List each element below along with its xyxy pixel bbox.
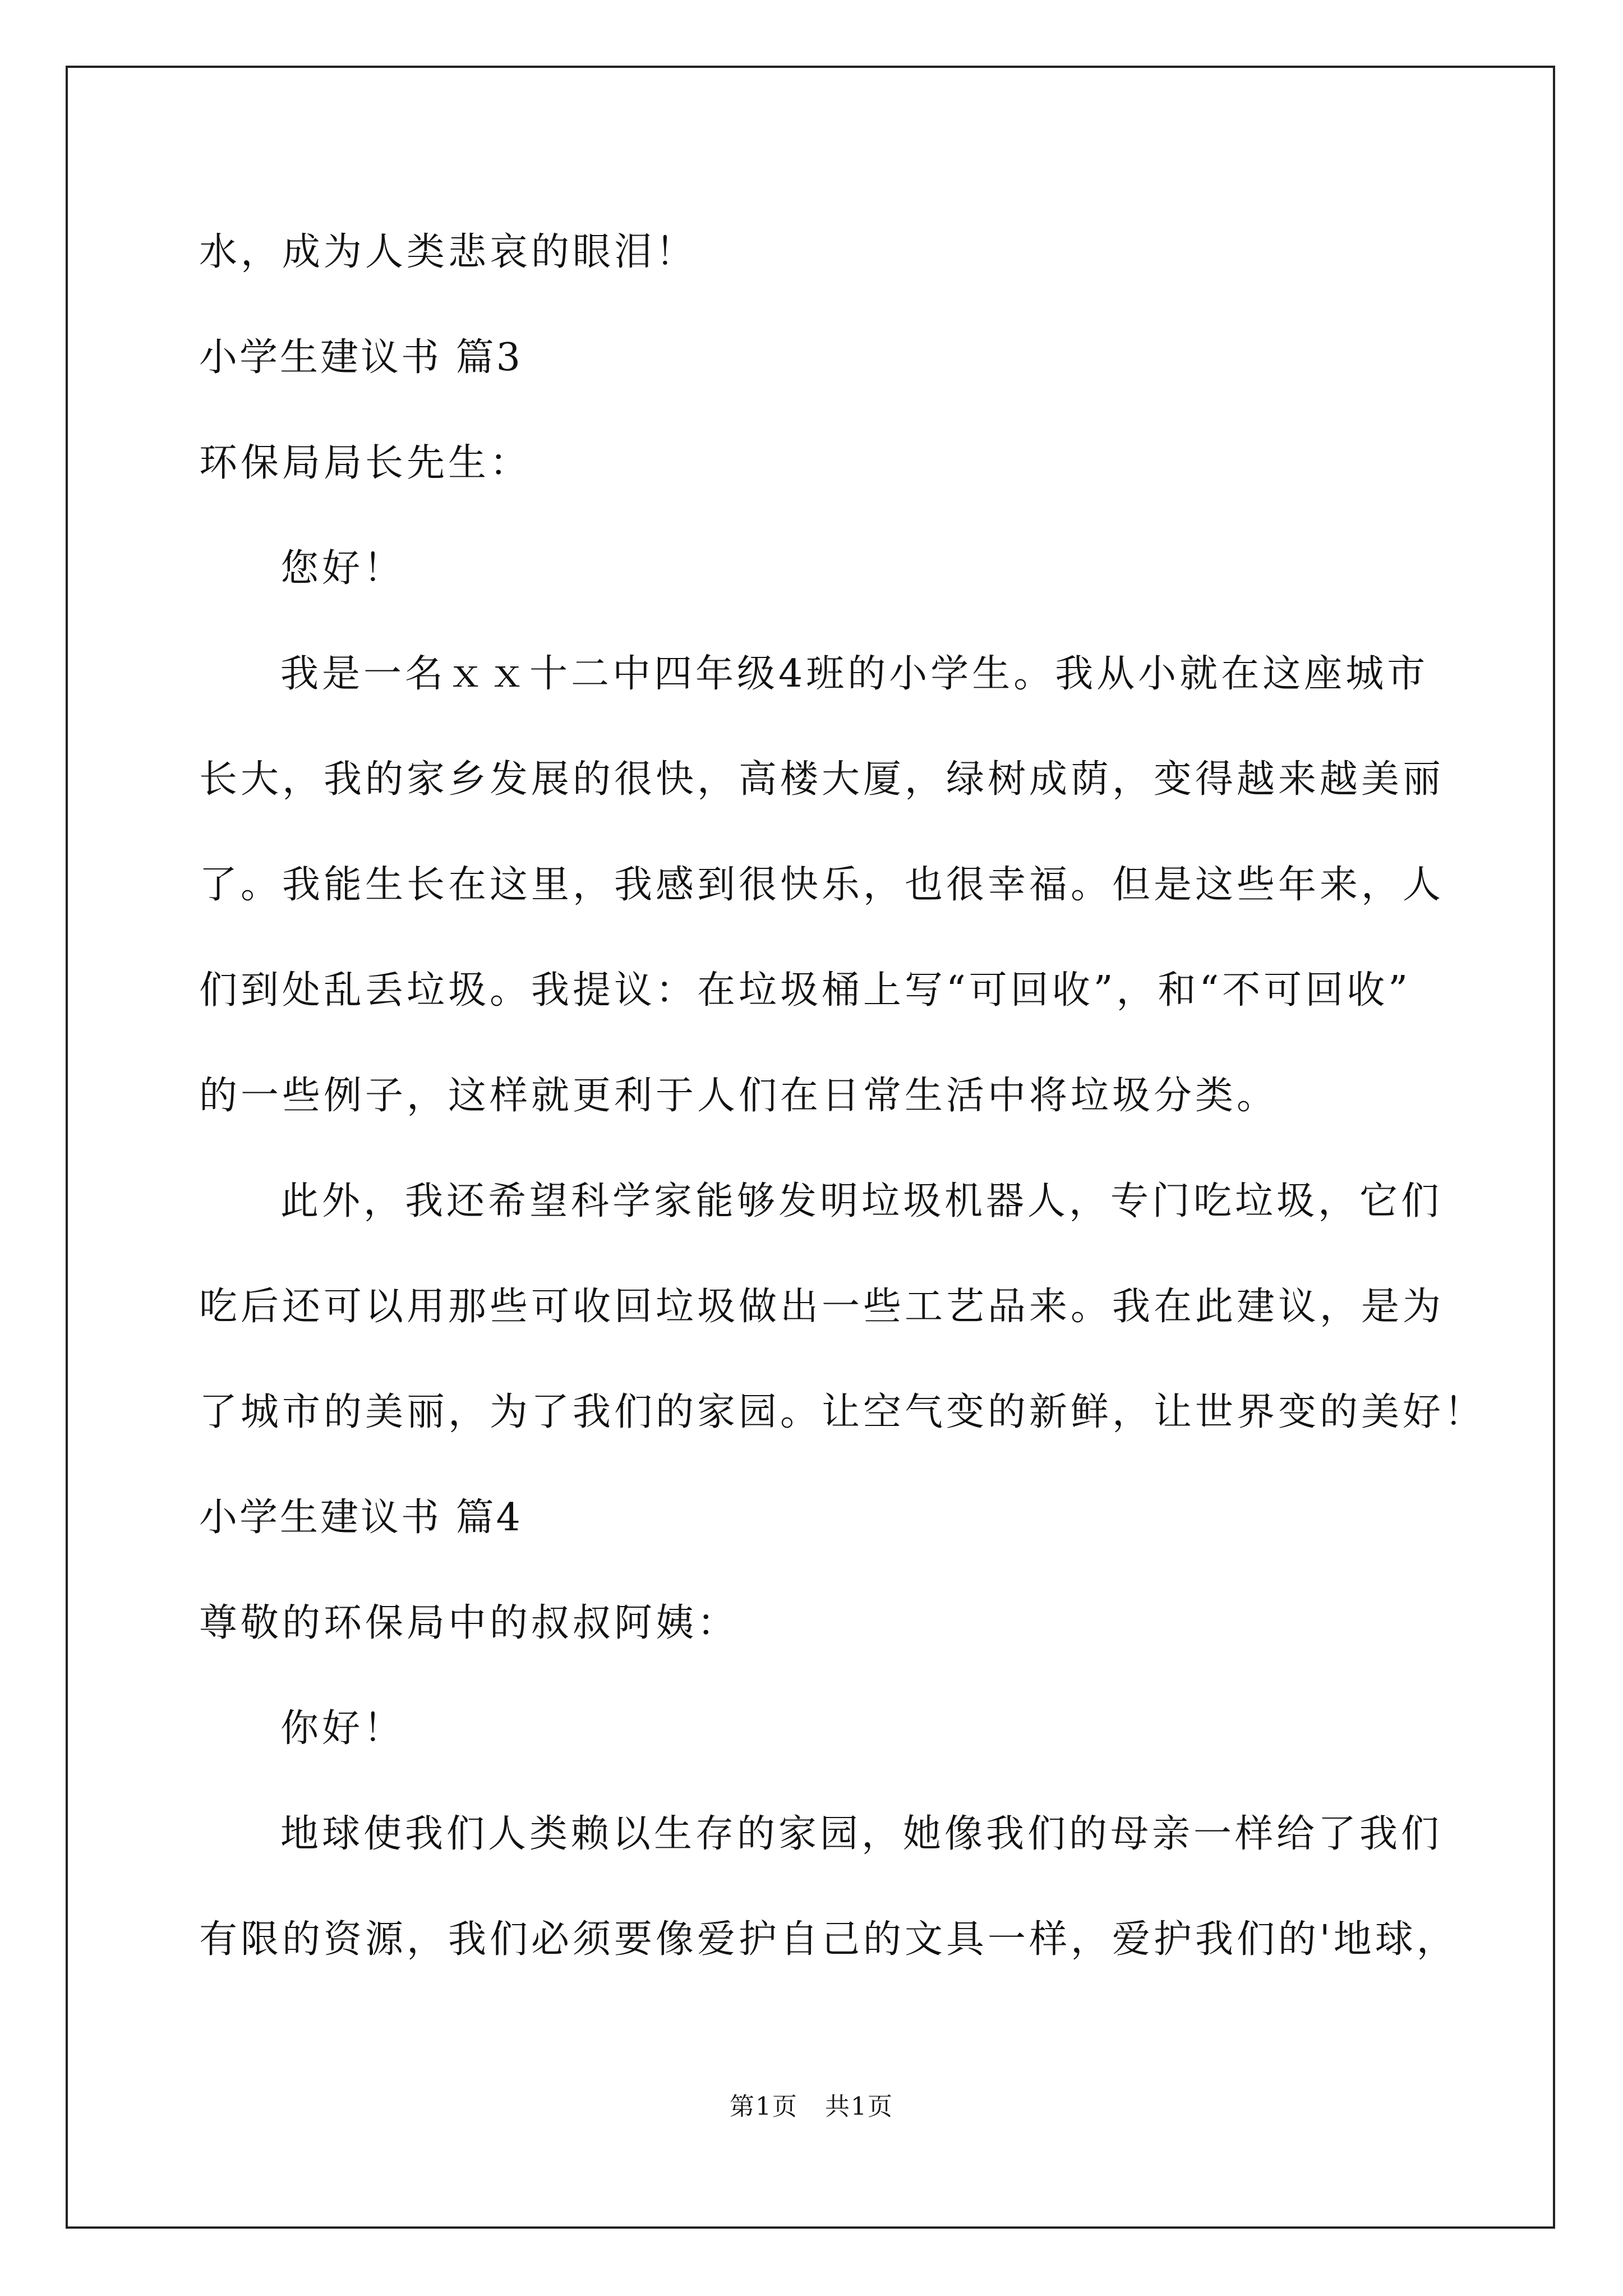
body-text-line: 此外，我还希望科学家能够发明垃圾机器人，专门吃垃圾，它们 [280, 1179, 1443, 1223]
body-text-line: 了城市的美丽，为了我们的家园。让空气变的新鲜，让世界变的美好！ [199, 1390, 1486, 1434]
body-text-line: 的一些例子，这样就更利于人们在日常生活中将垃圾分类。 [199, 1074, 1279, 1118]
salutation: 环保局局长先生： [199, 441, 532, 485]
greeting: 您好！ [280, 546, 405, 591]
body-text-line: 水，成为人类悲哀的眼泪！ [199, 230, 698, 274]
body-text-line: 了。我能生长在这里，我感到很快乐，也很幸福。但是这些年来，人 [199, 863, 1445, 907]
salutation: 尊敬的环保局中的叔叔阿姨： [199, 1601, 739, 1645]
body-text-line: 有限的资源，我们必须要像爱护自己的文具一样，爱护我们的'地球， [199, 1917, 1458, 1962]
body-text-line: 我是一名ｘｘ十二中四年级4班的小学生。我从小就在这座城市 [280, 652, 1429, 696]
body-text-line: 长大，我的家乡发展的很快，高楼大厦，绿树成荫，变得越来越美丽 [199, 757, 1445, 802]
body-text-line: 们到处乱丢垃圾。我提议：在垃圾桶上写“可回收”，和“不可回收” [199, 968, 1412, 1013]
page-border [66, 66, 1555, 2229]
page-footer: 第1页 共1页 [730, 2092, 893, 2121]
body-text-line: 地球使我们人类赖以生存的家园，她像我们的母亲一样给了我们 [280, 1812, 1443, 1856]
greeting: 你好！ [280, 1706, 405, 1751]
section-heading: 小学生建议书 篇4 [199, 1496, 523, 1540]
section-heading: 小学生建议书 篇3 [199, 335, 523, 380]
body-text-line: 吃后还可以用那些可收回垃圾做出一些工艺品来。我在此建议，是为 [199, 1285, 1445, 1329]
